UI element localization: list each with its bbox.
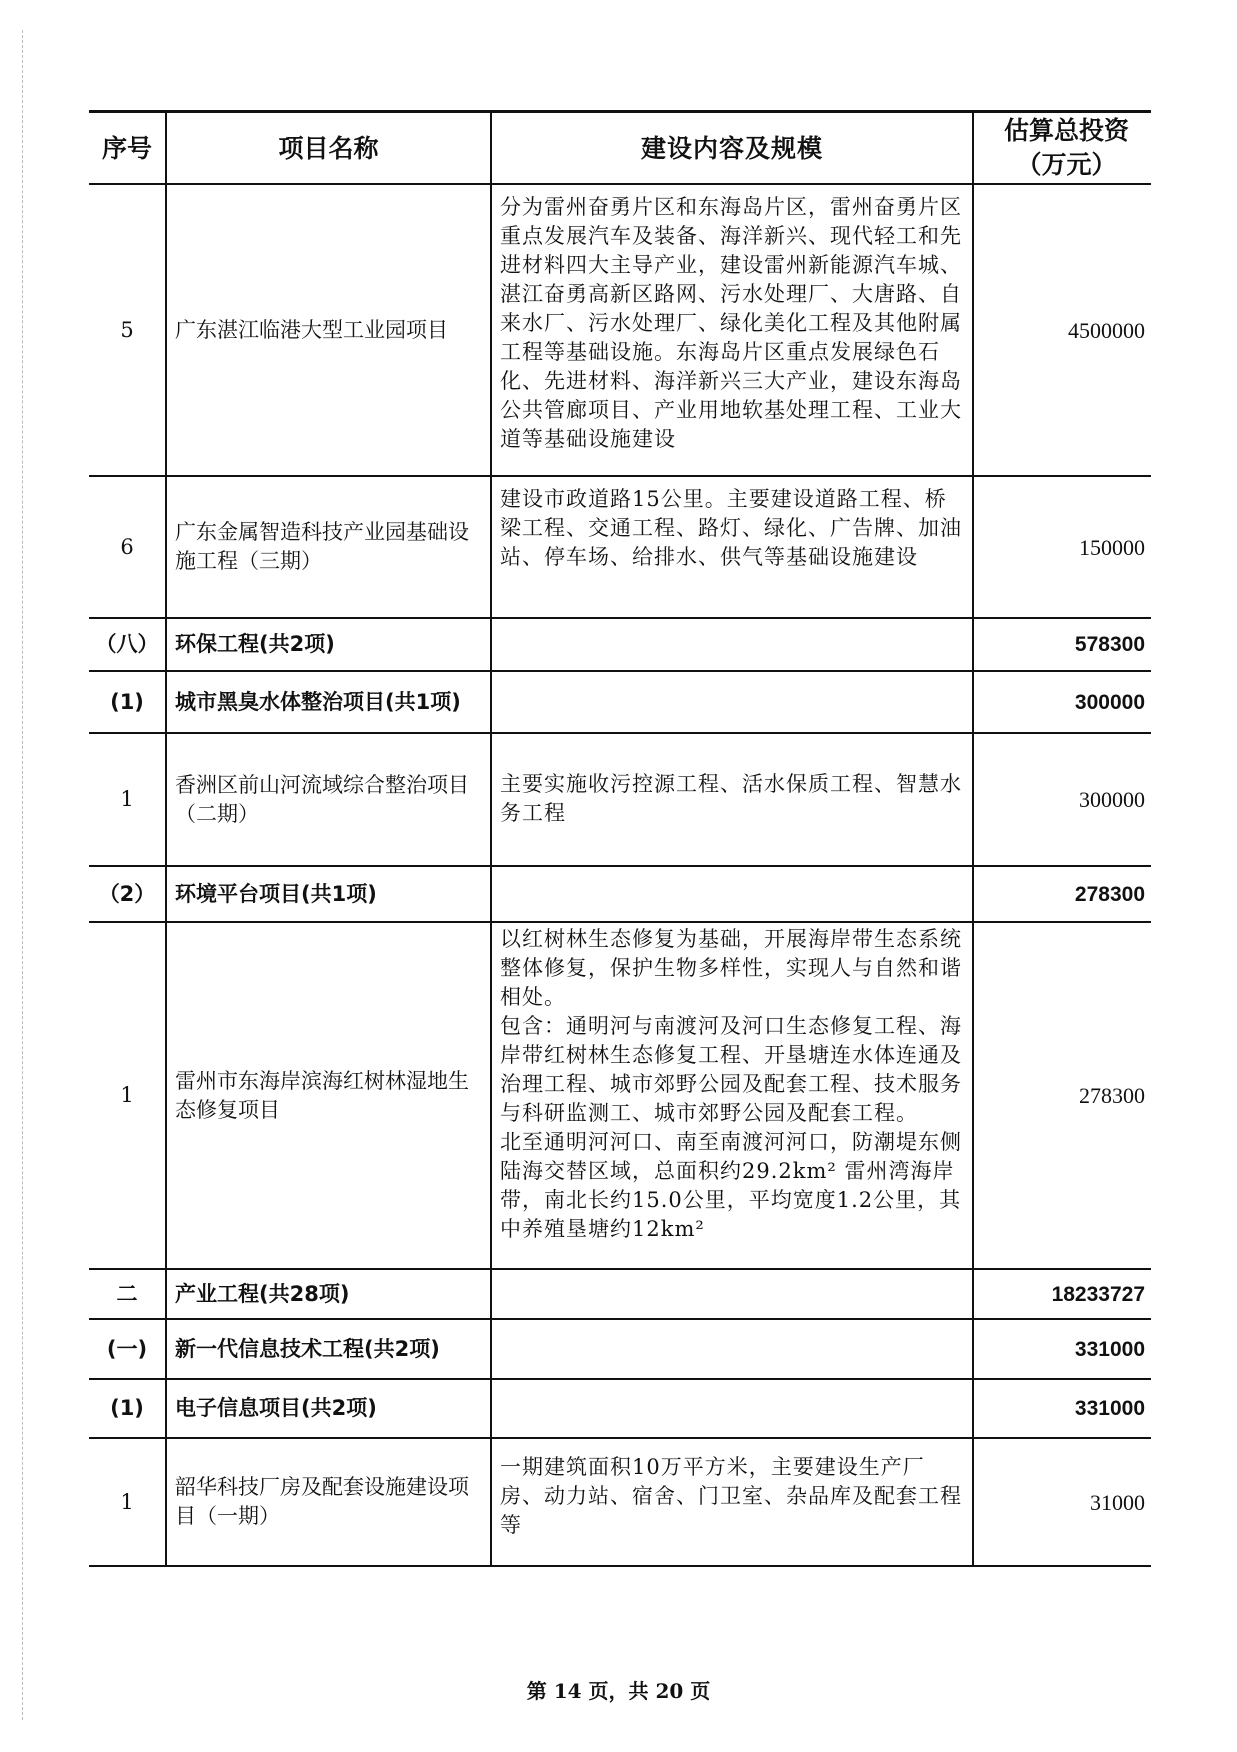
row-amount: 300000 (1074, 690, 1145, 714)
table-row (89, 1320, 1151, 1380)
row-amount: 18233727 (1051, 1282, 1145, 1306)
table-row (89, 923, 1151, 1270)
row-no: 1 (89, 734, 167, 865)
row-amount: 300000 (1079, 787, 1145, 812)
page-edge-line (22, 30, 23, 1720)
row-no: 1 (89, 923, 167, 1268)
row-amount: 278300 (1079, 1083, 1145, 1108)
row-name: 雷州市东海岸滨海红树林湿地生态修复项目 (167, 923, 492, 1268)
row-name: 广东金属智造科技产业园基础设施工程（三期） (167, 477, 492, 617)
row-name: 新一代信息技术工程(共2项) (167, 1320, 492, 1378)
row-amount: 31000 (1090, 1489, 1145, 1515)
row-name: 城市黑臭水体整治项目(共1项) (167, 672, 492, 732)
row-no: (一) (89, 1320, 167, 1378)
table-row (89, 867, 1151, 923)
header-amount (974, 113, 1151, 183)
row-no: 1 (89, 1439, 167, 1565)
row-content: 一期建筑面积10万平方米，主要建设生产厂房、动力站、宿舍、门卫室、杂品库及配套工程等 (492, 1439, 974, 1565)
row-name: 环境平台项目(共1项) (167, 867, 492, 921)
row-name: 产业工程(共28项) (167, 1270, 492, 1318)
row-amount: 578300 (1074, 633, 1145, 656)
header-content: 建设内容及规模 (492, 113, 974, 183)
table-row (89, 1270, 1151, 1320)
header-amount-line1: 估算总投资 (1003, 116, 1129, 145)
row-content (492, 867, 974, 921)
row-name: 香洲区前山河流域综合整治项目（二期） (167, 734, 492, 865)
row-content (492, 1270, 974, 1318)
row-content: 主要实施收污控源工程、活水保质工程、智慧水务工程 (492, 734, 974, 865)
table-row (89, 1380, 1151, 1439)
row-name: 电子信息项目(共2项) (167, 1380, 492, 1437)
row-content: 分为雷州奋勇片区和东海岛片区，雷州奋勇片区重点发展汽车及装备、海洋新兴、现代轻工和先进材料四大主导产业，建设雷州新能源汽车城、湛江奋勇高新区路网、污水处理厂、大唐路、自来水厂、污水处理厂、绿化美化工程及其他附属工程等基础设施。东海岛片区重点发展绿色石化、先进材料、海洋新兴三大产业，建设东海岛公共管廊项目、产业用地软基处理工程、工业大道等基础设施建设 (492, 185, 974, 475)
row-content: 建设市政道路15公里。主要建设道路工程、桥梁工程、交通工程、路灯、绿化、广告牌、加油站、停车场、给排水、供气等基础设施建设 (492, 477, 974, 617)
table-row (89, 672, 1151, 734)
row-no: （2） (89, 867, 167, 921)
row-content: 以红树林生态修复为基础，开展海岸带生态系统整体修复，保护生物多样性，实现人与自然和谐相处。 包含：通明河与南渡河及河口生态修复工程、海岸带红树林生态修复工程、开垦塘连水体连通及治理工程、城市郊野公园及配套工程、技术服务与科研监测工、城市郊野公园及配套工程。 北至通明河河口、南至南渡河河口，防潮堤东侧陆海交替区域，总面积约29.2km² 雷州湾海岸带，南北长约15.0公里，平均宽度1.2公里，其中养殖垦塘约12km² (492, 923, 974, 1268)
row-name: 韶华科技厂房及配套设施建设项目（一期） (167, 1439, 492, 1565)
table-header-row (89, 113, 1151, 185)
row-content (492, 619, 974, 670)
row-no: 6 (89, 477, 167, 617)
row-name: 广东湛江临港大型工业园项目 (167, 185, 492, 475)
row-no: 5 (89, 185, 167, 475)
table-row (89, 477, 1151, 619)
page-footer: 第 14 页，共 20 页 (526, 1679, 711, 1703)
header-no: 序号 (89, 113, 167, 183)
row-content (492, 672, 974, 732)
row-amount: 150000 (1079, 534, 1145, 560)
header-amount-line2: （万元） (1016, 150, 1117, 179)
table-row (89, 1439, 1151, 1567)
row-name: 环保工程(共2项) (167, 619, 492, 670)
row-no: （八） (89, 619, 167, 670)
row-amount: 331000 (1074, 1397, 1145, 1420)
table-row (89, 619, 1151, 672)
table-row (89, 734, 1151, 867)
row-content (492, 1320, 974, 1378)
row-amount: 331000 (1074, 1337, 1145, 1361)
row-no: 二 (89, 1270, 167, 1318)
investment-table (89, 110, 1151, 1567)
row-amount: 4500000 (1068, 317, 1145, 343)
row-amount: 278300 (1074, 882, 1145, 906)
table-row (89, 185, 1151, 477)
row-content (492, 1380, 974, 1437)
header-name: 项目名称 (167, 113, 492, 183)
row-no: (1) (89, 672, 167, 732)
row-no: (1) (89, 1380, 167, 1437)
